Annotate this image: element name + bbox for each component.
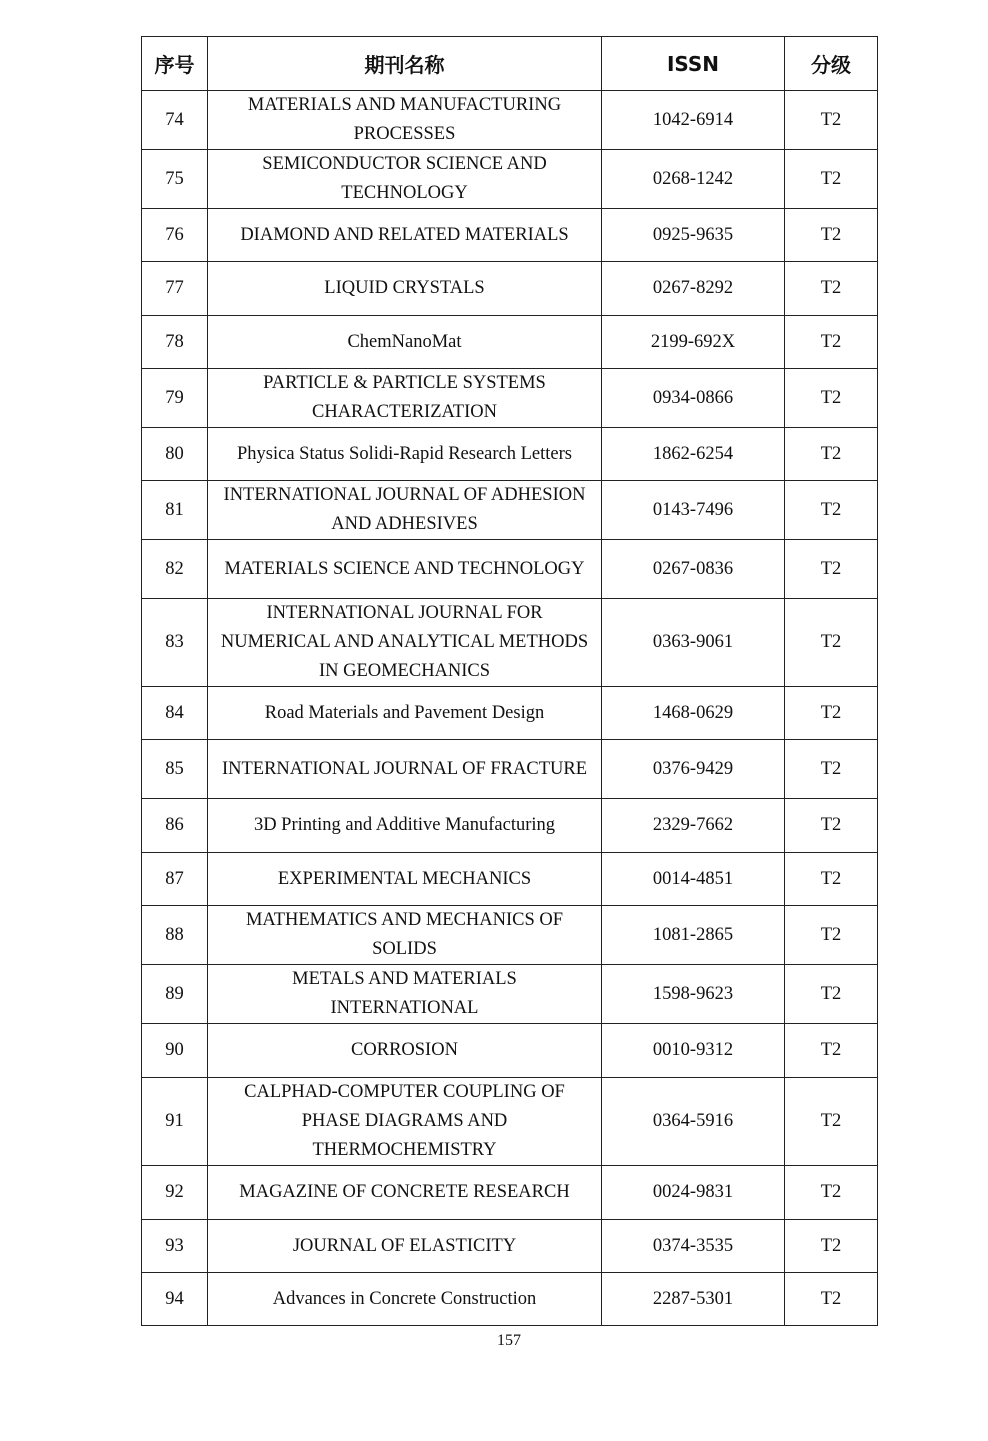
cell-issn: 1468-0629 xyxy=(602,687,785,740)
cell-issn: 1862-6254 xyxy=(602,428,785,481)
cell-grade: T2 xyxy=(785,1078,878,1166)
cell-grade: T2 xyxy=(785,540,878,599)
cell-grade: T2 xyxy=(785,481,878,540)
header-row xyxy=(142,37,878,91)
cell-issn: 0374-3535 xyxy=(602,1220,785,1273)
cell-serial-number: 91 xyxy=(142,1078,208,1166)
cell-journal-name: Road Materials and Pavement Design xyxy=(208,687,602,740)
table-row xyxy=(142,369,878,428)
cell-grade: T2 xyxy=(785,1220,878,1273)
cell-journal-name: INTERNATIONAL JOURNAL FOR NUMERICAL AND ANALYTICAL METHODS IN GEOMECHANICS xyxy=(208,599,602,687)
cell-issn: 0014-4851 xyxy=(602,853,785,906)
table-row xyxy=(142,91,878,150)
cell-grade: T2 xyxy=(785,91,878,150)
cell-journal-name: CORROSION xyxy=(208,1024,602,1078)
cell-journal-name: METALS AND MATERIALS INTERNATIONAL xyxy=(208,965,602,1024)
table-row xyxy=(142,799,878,853)
cell-journal-name: JOURNAL OF ELASTICITY xyxy=(208,1220,602,1273)
cell-journal-name: Advances in Concrete Construction xyxy=(208,1273,602,1326)
cell-serial-number: 76 xyxy=(142,209,208,262)
table-row xyxy=(142,150,878,209)
cell-grade: T2 xyxy=(785,799,878,853)
cell-serial-number: 90 xyxy=(142,1024,208,1078)
cell-journal-name: MATHEMATICS AND MECHANICS OF SOLIDS xyxy=(208,906,602,965)
cell-journal-name: CALPHAD-COMPUTER COUPLING OF PHASE DIAGRAMS AND THERMOCHEMISTRY xyxy=(208,1078,602,1166)
cell-journal-name: LIQUID CRYSTALS xyxy=(208,262,602,316)
table-row xyxy=(142,965,878,1024)
cell-serial-number: 89 xyxy=(142,965,208,1024)
table-row xyxy=(142,1220,878,1273)
cell-issn: 2287-5301 xyxy=(602,1273,785,1326)
cell-issn: 0376-9429 xyxy=(602,740,785,799)
cell-grade: T2 xyxy=(785,599,878,687)
cell-serial-number: 86 xyxy=(142,799,208,853)
cell-journal-name: MATERIALS SCIENCE AND TECHNOLOGY xyxy=(208,540,602,599)
cell-grade: T2 xyxy=(785,262,878,316)
cell-grade: T2 xyxy=(785,965,878,1024)
cell-serial-number: 82 xyxy=(142,540,208,599)
cell-journal-name: INTERNATIONAL JOURNAL OF FRACTURE xyxy=(208,740,602,799)
cell-grade: T2 xyxy=(785,369,878,428)
header-serial-number: 序号 xyxy=(142,37,208,91)
table-row xyxy=(142,209,878,262)
table-row xyxy=(142,1166,878,1220)
cell-serial-number: 74 xyxy=(142,91,208,150)
table-row xyxy=(142,316,878,369)
header-grade: 分级 xyxy=(785,37,878,91)
page-number: 157 xyxy=(497,1332,521,1349)
cell-issn: 0925-9635 xyxy=(602,209,785,262)
table-row xyxy=(142,1078,878,1166)
cell-issn: 1598-9623 xyxy=(602,965,785,1024)
cell-serial-number: 92 xyxy=(142,1166,208,1220)
table-row xyxy=(142,428,878,481)
table-row xyxy=(142,599,878,687)
cell-issn: 0267-8292 xyxy=(602,262,785,316)
cell-grade: T2 xyxy=(785,316,878,369)
cell-serial-number: 93 xyxy=(142,1220,208,1273)
cell-grade: T2 xyxy=(785,853,878,906)
cell-issn: 2199-692X xyxy=(602,316,785,369)
cell-issn: 0363-9061 xyxy=(602,599,785,687)
cell-serial-number: 87 xyxy=(142,853,208,906)
table-row xyxy=(142,540,878,599)
table-row xyxy=(142,906,878,965)
cell-issn: 0143-7496 xyxy=(602,481,785,540)
table-row xyxy=(142,853,878,906)
cell-grade: T2 xyxy=(785,150,878,209)
cell-issn: 0934-0866 xyxy=(602,369,785,428)
cell-serial-number: 94 xyxy=(142,1273,208,1326)
cell-serial-number: 78 xyxy=(142,316,208,369)
table-row xyxy=(142,1273,878,1326)
cell-grade: T2 xyxy=(785,906,878,965)
header-issn: ISSN xyxy=(602,37,785,91)
cell-serial-number: 80 xyxy=(142,428,208,481)
journal-table xyxy=(141,36,878,1326)
cell-grade: T2 xyxy=(785,740,878,799)
cell-serial-number: 83 xyxy=(142,599,208,687)
cell-journal-name: EXPERIMENTAL MECHANICS xyxy=(208,853,602,906)
cell-grade: T2 xyxy=(785,428,878,481)
cell-journal-name: ChemNanoMat xyxy=(208,316,602,369)
cell-issn: 0267-0836 xyxy=(602,540,785,599)
table-row xyxy=(142,481,878,540)
table-row xyxy=(142,687,878,740)
cell-grade: T2 xyxy=(785,1166,878,1220)
cell-grade: T2 xyxy=(785,1273,878,1326)
cell-serial-number: 88 xyxy=(142,906,208,965)
cell-issn: 0010-9312 xyxy=(602,1024,785,1078)
cell-issn: 0364-5916 xyxy=(602,1078,785,1166)
cell-journal-name: DIAMOND AND RELATED MATERIALS xyxy=(208,209,602,262)
cell-serial-number: 77 xyxy=(142,262,208,316)
cell-journal-name: INTERNATIONAL JOURNAL OF ADHESION AND ADHESIVES xyxy=(208,481,602,540)
cell-serial-number: 81 xyxy=(142,481,208,540)
table-row xyxy=(142,740,878,799)
cell-issn: 0268-1242 xyxy=(602,150,785,209)
cell-journal-name: MATERIALS AND MANUFACTURING PROCESSES xyxy=(208,91,602,150)
table-row xyxy=(142,1024,878,1078)
cell-journal-name: PARTICLE & PARTICLE SYSTEMS CHARACTERIZATION xyxy=(208,369,602,428)
cell-serial-number: 79 xyxy=(142,369,208,428)
cell-issn: 2329-7662 xyxy=(602,799,785,853)
cell-journal-name: Physica Status Solidi-Rapid Research Letters xyxy=(208,428,602,481)
cell-serial-number: 84 xyxy=(142,687,208,740)
cell-grade: T2 xyxy=(785,687,878,740)
cell-grade: T2 xyxy=(785,1024,878,1078)
cell-issn: 1042-6914 xyxy=(602,91,785,150)
cell-issn: 0024-9831 xyxy=(602,1166,785,1220)
cell-issn: 1081-2865 xyxy=(602,906,785,965)
table-row xyxy=(142,262,878,316)
cell-journal-name: 3D Printing and Additive Manufacturing xyxy=(208,799,602,853)
cell-grade: T2 xyxy=(785,209,878,262)
cell-serial-number: 75 xyxy=(142,150,208,209)
cell-serial-number: 85 xyxy=(142,740,208,799)
cell-journal-name: SEMICONDUCTOR SCIENCE AND TECHNOLOGY xyxy=(208,150,602,209)
header-journal-name: 期刊名称 xyxy=(208,37,602,91)
cell-journal-name: MAGAZINE OF CONCRETE RESEARCH xyxy=(208,1166,602,1220)
